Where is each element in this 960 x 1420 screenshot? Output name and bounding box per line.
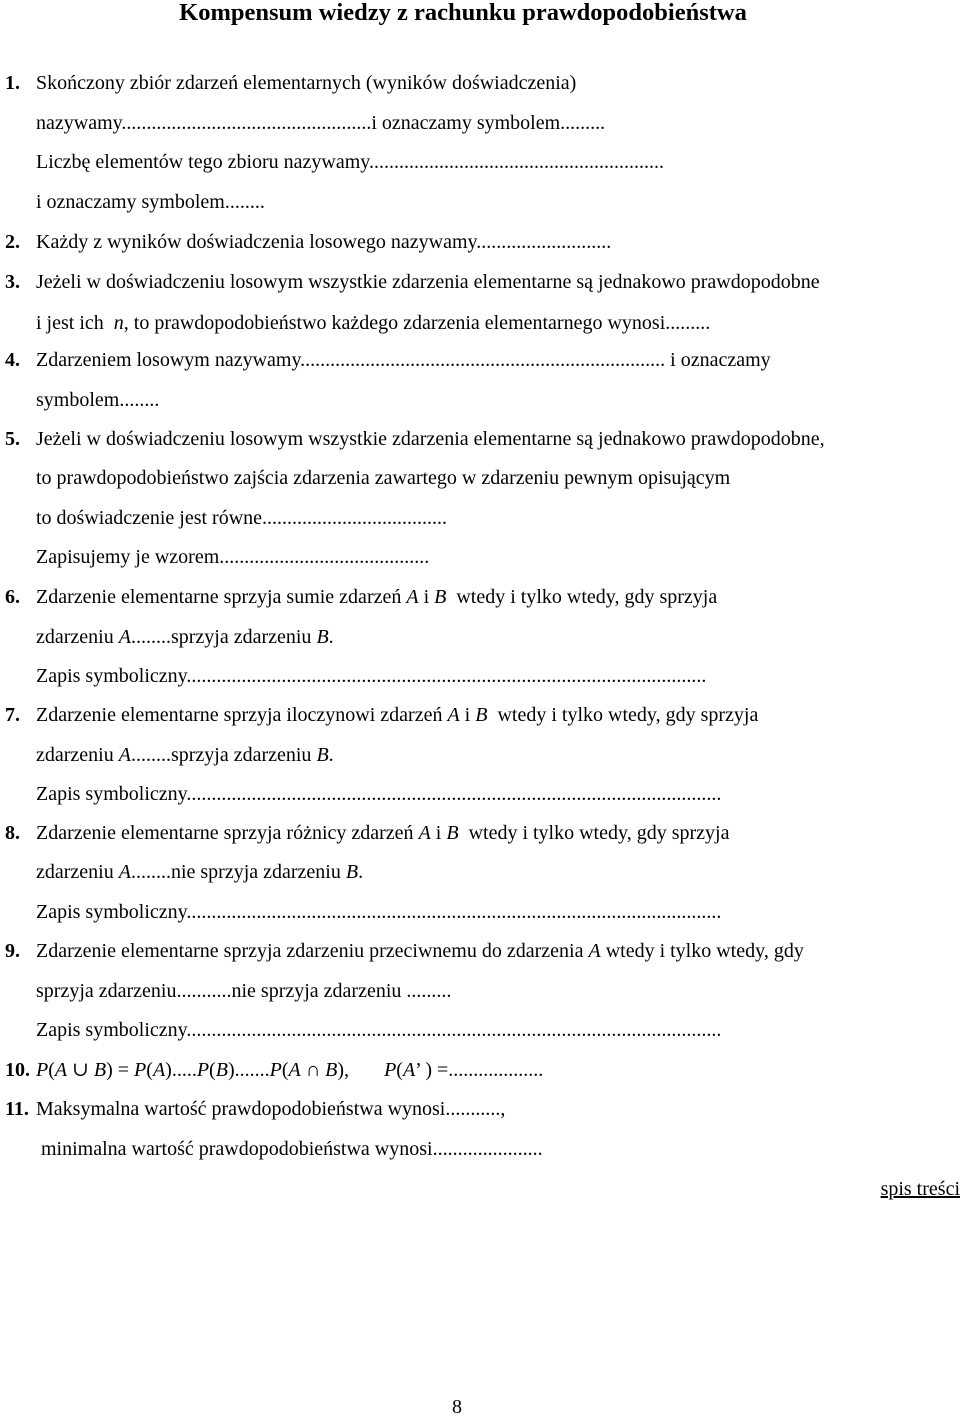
item-number: 2. xyxy=(5,231,20,253)
probability-formula: P(A ∪ B) = P(A).....P(B).......P(A ∩ B), P(A’ ) =................... xyxy=(36,1059,544,1081)
item-11-line-2: minimalna wartość prawdopodobieństwa wynosi...................... xyxy=(41,1138,543,1160)
item-number: 9. xyxy=(5,940,20,962)
item-5-line-2: to prawdopodobieństwo zajścia zdarzenia zawartego w zdarzeniu pewnym opisującym xyxy=(36,467,731,489)
page-title: Kompensum wiedzy z rachunku prawdopodobieństwa xyxy=(179,0,747,26)
item-5-line-3: to doświadczenie jest równe..................................... xyxy=(36,507,448,529)
page-number: 8 xyxy=(452,1396,462,1418)
item-number: 10. xyxy=(5,1059,30,1081)
item-8-line-1: Zdarzenie elementarne sprzyja różnicy zdarzeń A i B wtedy i tylko wtedy, gdy sprzyja xyxy=(36,822,730,844)
item-7-line-3: Zapis symboliczny........................................................................................................... xyxy=(36,783,722,805)
item-2-line-1: Każdy z wyników doświadczenia losowego nazywamy........................... xyxy=(36,231,612,253)
item-1-line-2: nazywamy..................................................i oznaczamy symbolem......... xyxy=(36,112,606,134)
item-9-line-3: Zapis symboliczny........................................................................................................... xyxy=(36,1019,722,1041)
item-9-line-2: sprzyja zdarzeniu...........nie sprzyja zdarzeniu ......... xyxy=(36,980,452,1002)
item-11-line-1: Maksymalna wartość prawdopodobieństwa wynosi..........., xyxy=(36,1098,506,1120)
item-number: 11. xyxy=(5,1098,29,1120)
intersection-symbol: ∩ xyxy=(305,1059,321,1081)
item-7-line-2: zdarzeniu A........sprzyja zdarzeniu B. xyxy=(36,744,334,766)
variable-n: n xyxy=(113,312,124,334)
item-number: 1. xyxy=(5,72,20,94)
item-8-line-3: Zapis symboliczny........................................................................................................... xyxy=(36,901,722,923)
item-number: 4. xyxy=(5,349,20,371)
item-3-line-2: i jest ich n, to prawdopodobieństwo każdego zdarzenia elementarnego wynosi......... xyxy=(36,312,711,334)
item-number: 6. xyxy=(5,586,20,608)
item-4-line-1: Zdarzeniem losowym nazywamy......................................................................... i oznaczamy xyxy=(36,349,771,371)
item-5-line-4: Zapisujemy je wzorem.......................................... xyxy=(36,546,430,568)
item-1-line-3: Liczbę elementów tego zbioru nazywamy........................................................... xyxy=(36,151,665,173)
item-6-line-1: Zdarzenie elementarne sprzyja sumie zdarzeń A i B wtedy i tylko wtedy, gdy sprzyja xyxy=(36,586,718,608)
item-3-line-1: Jeżeli w doświadczeniu losowym wszystkie zdarzenia elementarne są jednakowo prawdopodobne xyxy=(36,271,820,293)
item-1-line-4: i oznaczamy symbolem........ xyxy=(36,191,265,213)
item-5-line-1: Jeżeli w doświadczeniu losowym wszystkie zdarzenia elementarne są jednakowo prawdopodobne, xyxy=(36,428,825,450)
item-number: 5. xyxy=(5,428,20,450)
union-symbol: ∪ xyxy=(72,1059,89,1081)
item-6-line-3: Zapis symboliczny........................................................................................................ xyxy=(36,665,707,687)
item-number: 8. xyxy=(5,822,20,844)
item-8-line-2: zdarzeniu A........nie sprzyja zdarzeniu B. xyxy=(36,861,364,883)
item-number: 3. xyxy=(5,271,20,293)
item-7-line-1: Zdarzenie elementarne sprzyja iloczynowi zdarzeń A i B wtedy i tylko wtedy, gdy sprzyja xyxy=(36,704,759,726)
item-number: 7. xyxy=(5,704,20,726)
item-9-line-1: Zdarzenie elementarne sprzyja zdarzeniu przeciwnemu do zdarzenia A wtedy i tylko wtedy, gdy xyxy=(36,940,804,962)
item-6-line-2: zdarzeniu A........sprzyja zdarzeniu B. xyxy=(36,626,334,648)
table-of-contents-link[interactable]: spis treści xyxy=(880,1178,960,1200)
item-4-line-2: symbolem........ xyxy=(36,389,160,411)
item-1-line-1: Skończony zbiór zdarzeń elementarnych (wyników doświadczenia) xyxy=(36,72,577,94)
